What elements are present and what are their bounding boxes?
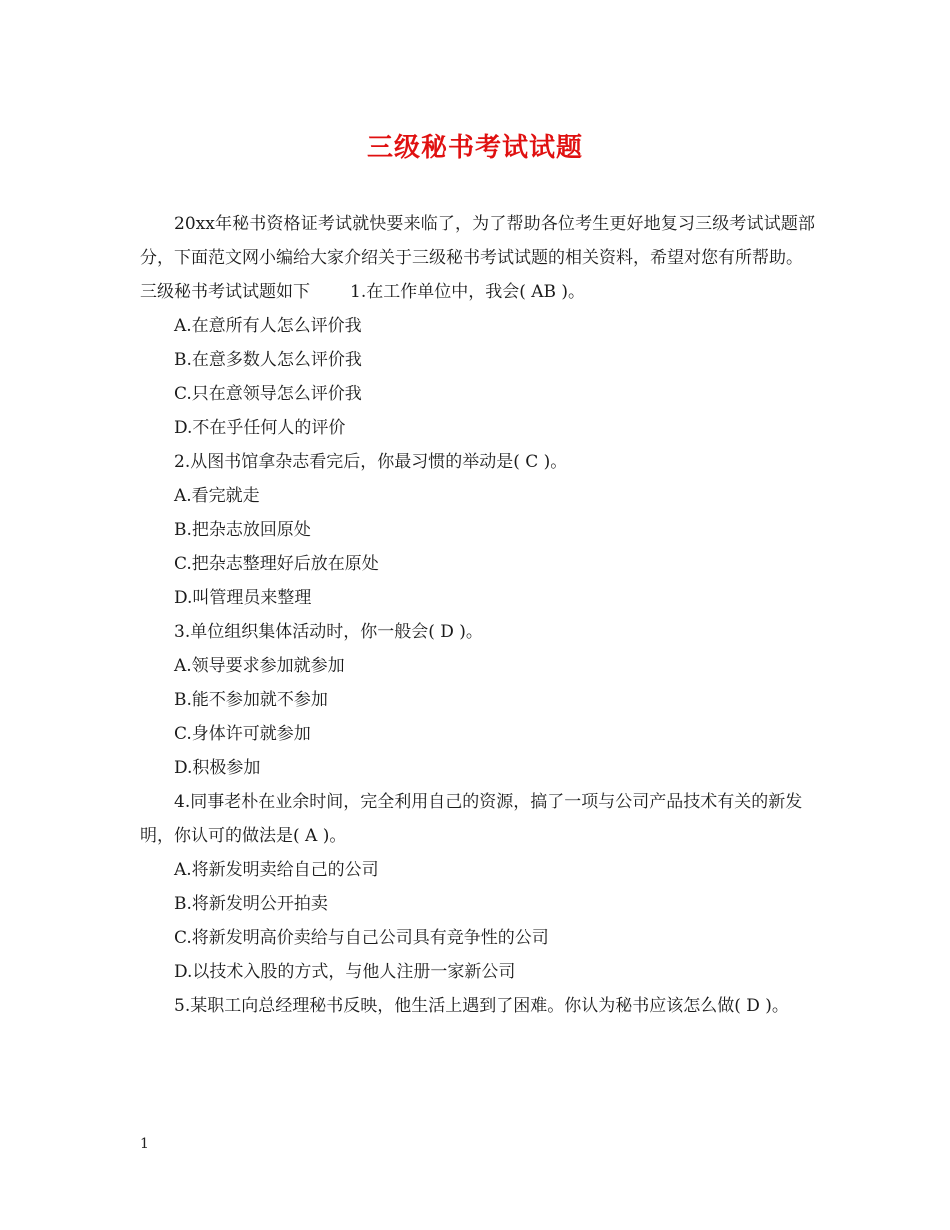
option-2c: C.把杂志整理好后放在原处: [174, 554, 379, 574]
question-3: 3.单位组织集体活动时，你一般会( D )。: [174, 622, 483, 642]
option-3c: C.身体许可就参加: [174, 724, 311, 744]
option-1a: A.在意所有人怎么评价我: [174, 316, 362, 336]
page-title: 三级秘书考试试题: [366, 133, 583, 163]
option-2b: B.把杂志放回原处: [174, 520, 311, 540]
option-3a: A.领导要求参加就参加: [174, 656, 345, 676]
option-3d: D.积极参加: [174, 758, 261, 778]
option-1c: C.只在意领导怎么评价我: [174, 384, 362, 404]
option-1d: D.不在乎任何人的评价: [174, 418, 346, 438]
option-4c: C.将新发明高价卖给与自己公司具有竞争性的公司: [174, 928, 549, 948]
lead-text: 三级秘书考试试题如下: [140, 282, 310, 302]
option-4b: B.将新发明公开拍卖: [174, 894, 328, 914]
question-1-line: [140, 275, 815, 309]
option-4a: A.将新发明卖给自己的公司: [174, 860, 379, 880]
question-4: 4.同事老朴在业余时间，完全利用自己的资源，搞了一项与公司产品技术有关的新发明，你认可的做法是( A )。: [140, 792, 803, 846]
option-3b: B.能不参加就不参加: [174, 690, 328, 710]
option-1b: B.在意多数人怎么评价我: [174, 350, 362, 370]
option-4d: D.以技术入股的方式，与他人注册一家新公司: [174, 962, 516, 982]
option-2a: A.看完就走: [174, 486, 260, 506]
page-number: 1: [140, 1136, 149, 1152]
intro-paragraph: 20xx年秘书资格证考试就快要来临了，为了帮助各位考生更好地复习三级考试试题部分，下面范文网小编给大家介绍关于三级秘书考试试题的相关资料，希望对您有所帮助。: [140, 214, 815, 268]
question-1: 1.在工作单位中，我会( AB )。: [350, 282, 586, 302]
question-2: 2.从图书馆拿杂志看完后，你最习惯的举动是( C )。: [174, 452, 568, 472]
document-body: [140, 207, 815, 1023]
option-2d: D.叫管理员来整理: [174, 588, 312, 608]
question-5: 5.某职工向总经理秘书反映，他生活上遇到了困难。你认为秘书应该怎么做( D )。: [174, 996, 789, 1016]
